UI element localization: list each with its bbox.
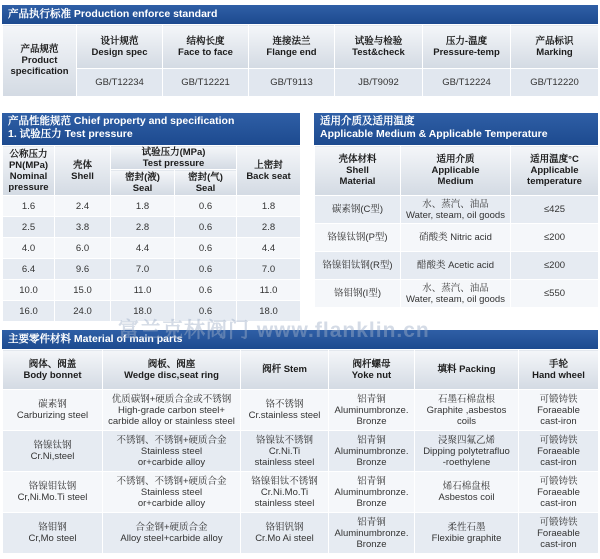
cell-line: Foraeable: [537, 445, 580, 457]
cell-line: 阀板、阀座: [147, 358, 196, 370]
medium-value-cell: [401, 280, 511, 308]
cell-line: Shell: [71, 170, 94, 182]
cell-line: ≤200: [543, 260, 566, 271]
material-value-cell: [329, 513, 415, 554]
cell-line: 填料 Packing: [437, 364, 496, 375]
cell-line: 铬钼钢: [38, 522, 67, 533]
material-value-cell: [415, 431, 519, 472]
cell-line: Marking: [536, 46, 573, 58]
cell-line: 适用介质: [436, 154, 475, 165]
pressure-value-cell: 0.6: [175, 196, 237, 217]
cell-line: or+carbide alloy: [137, 456, 206, 468]
material-value-cell: [3, 390, 103, 431]
cell-line: Cr.Ni.Mo.Ti: [260, 486, 309, 498]
cell-line: or+carbide alloy: [137, 497, 206, 509]
production-header-cell: [511, 25, 599, 69]
production-value-cell: GB/T12234: [77, 69, 163, 97]
production-standard-heading: 产品执行标准 Production enforce standard: [2, 5, 598, 24]
production-header-cell: [77, 25, 163, 69]
cell-line: Pressure-temp: [433, 46, 500, 58]
production-value-cell: JB/T9092: [335, 69, 423, 97]
cell-line: 密封(气): [188, 171, 223, 183]
material-value-cell: [103, 472, 241, 513]
cell-line: 铝青铜: [357, 393, 386, 405]
cell-line: 上密封: [254, 159, 283, 171]
pressure-value-cell: 11.0: [237, 280, 301, 301]
cell-line: cast-iron: [540, 415, 577, 427]
cell-line: Cr.stainless steel: [248, 410, 321, 421]
cell-line: Applicable: [530, 165, 579, 176]
cell-line: Cr,Ni.Mo.Ti steel: [17, 492, 88, 503]
production-value-cell: GB/T9113: [249, 69, 335, 97]
cell-line: ≤550: [543, 288, 566, 299]
production-value-cell: GB/T12224: [423, 69, 511, 97]
shell-header: [55, 146, 111, 196]
table-row: [315, 252, 599, 280]
cell-line: Aluminumbronze.: [334, 445, 409, 457]
pressure-value-cell: 11.0: [111, 280, 175, 301]
cell-line: 试验压力(MPa): [141, 146, 206, 158]
material-value-cell: [415, 513, 519, 554]
cell-line: 柔性石墨: [447, 522, 486, 533]
pressure-value-cell: 7.0: [237, 259, 301, 280]
table-row: [3, 238, 301, 259]
table-row: [315, 224, 599, 252]
cell-line: 设计规范: [100, 35, 139, 47]
material-value-cell: [519, 431, 599, 472]
cell-line: 合金钢+硬质合金: [135, 522, 208, 533]
material-value-cell: [241, 472, 329, 513]
pressure-value-cell: 10.0: [3, 280, 55, 301]
pressure-value-cell: 18.0: [111, 301, 175, 322]
nominal-pressure-header: [3, 146, 55, 196]
cell-line: carbide alloy or stainless steel: [108, 415, 235, 427]
cell-line: 水、蒸汽、油品: [422, 282, 489, 294]
production-value-cell: GB/T12220: [511, 69, 599, 97]
cell-line: -roethylene: [442, 456, 491, 468]
cell-line: temperature: [527, 176, 582, 187]
cell-line: Cr.Ni.Ti: [268, 445, 301, 457]
material-header-cell: [103, 350, 241, 390]
medium-value-cell: [315, 196, 401, 224]
cell-line: 铬不锈钢: [265, 399, 304, 410]
pressure-value-cell: 6.0: [55, 238, 111, 259]
pressure-value-cell: 4.4: [111, 238, 175, 259]
pressure-value-cell: 6.4: [3, 259, 55, 280]
cell-line: 石墨石棉盘根: [437, 393, 495, 405]
seal-gas-header: [175, 170, 237, 196]
cell-line: Bronze: [356, 497, 387, 509]
table-row: [3, 196, 301, 217]
cell-line: Product: [21, 55, 58, 66]
cell-line: Medium: [437, 176, 474, 187]
cell-line: Seal: [195, 182, 216, 194]
cell-line: Face to face: [178, 46, 233, 58]
cell-line: Graphite ,asbestos: [426, 404, 507, 416]
cell-line: 铝青铜: [357, 434, 386, 446]
cell-line: 醋酸类 Acetic acid: [416, 260, 495, 271]
production-value-cell: GB/T12221: [163, 69, 249, 97]
material-value-cell: [519, 390, 599, 431]
cell-line: 手轮: [548, 358, 568, 370]
material-value-cell: [103, 513, 241, 554]
cell-line: 硝酸类 Nitric acid: [419, 232, 492, 243]
pressure-value-cell: 4.0: [3, 238, 55, 259]
medium-value-cell: [401, 196, 511, 224]
test-pressure-header: [111, 146, 237, 170]
table-row: [3, 280, 301, 301]
table-row: [315, 280, 599, 308]
cell-line: 铝青铜: [357, 475, 386, 487]
medium-value-cell: [511, 280, 599, 308]
material-value-cell: [241, 390, 329, 431]
cell-line: 阀杆 Stem: [262, 364, 307, 375]
cell-line: 烯石棉盘根: [442, 481, 491, 492]
cell-line: 公称压力: [9, 148, 48, 160]
watermark: 富兰克林阀门 www.flanklin.cn: [118, 319, 430, 342]
cell-line: 铬镍钼钛不锈钢: [251, 475, 318, 487]
cell-line: 不锈钢、不锈钢+硬质合金: [116, 475, 227, 487]
cell-line: 铬镍钼钛钢: [28, 481, 77, 492]
cell-line: Aluminumbronze.: [334, 486, 409, 498]
applicable-medium-heading: [314, 113, 598, 145]
pressure-value-cell: 18.0: [237, 301, 301, 322]
cell-line: Hand wheel: [532, 369, 585, 381]
medium-value-cell: [511, 224, 599, 252]
cell-line: 适用温度°C: [530, 154, 579, 165]
cell-line: pressure: [8, 181, 49, 193]
pressure-value-cell: 3.8: [55, 217, 111, 238]
cell-line: Material: [339, 176, 376, 187]
pressure-value-cell: 2.5: [3, 217, 55, 238]
cell-line: Cr,Mo steel: [28, 533, 77, 544]
cell-line: 可锻铸铁: [539, 516, 578, 528]
cell-line: Back seat: [246, 170, 291, 182]
cell-line: Stainless steel: [140, 445, 203, 457]
cell-line: 可锻铸铁: [539, 475, 578, 487]
applicable-medium-table: [314, 145, 599, 308]
table-row: [3, 513, 599, 554]
cell-line: Water, steam, oil goods: [406, 293, 505, 305]
medium-header-cell: [401, 146, 511, 196]
cell-line: Foraeable: [537, 486, 580, 498]
material-value-cell: [3, 431, 103, 472]
cell-line: Yoke nut: [351, 369, 392, 381]
cell-line: 壳体材料: [338, 154, 377, 165]
production-header-cell: [335, 25, 423, 69]
material-value-cell: [103, 431, 241, 472]
material-value-cell: [519, 513, 599, 554]
cell-line: Test&check: [352, 46, 405, 58]
cell-line: Test pressure: [142, 157, 205, 169]
material-header-cell: [329, 350, 415, 390]
cell-line: Applicable: [431, 165, 480, 176]
medium-value-cell: [315, 224, 401, 252]
test-pressure-subheading: 1. 试验压力 Test pressure: [8, 128, 133, 140]
cell-line: Flexibie graphite: [431, 533, 502, 544]
table-row: [3, 431, 599, 472]
cell-line: 试验与检验: [354, 35, 403, 47]
back-seat-header: [237, 146, 301, 196]
medium-header-cell: [315, 146, 401, 196]
medium-header-cell: [511, 146, 599, 196]
material-value-cell: [3, 472, 103, 513]
cell-line: 可锻铸铁: [539, 434, 578, 446]
material-value-cell: [241, 431, 329, 472]
cell-line: 可锻铸铁: [539, 393, 578, 405]
cell-line: Asbestos coil: [438, 492, 495, 503]
material-heading: 主要零件材料 Material of main parts: [2, 330, 598, 349]
pressure-value-cell: 1.8: [237, 196, 301, 217]
cell-line: 水、蒸汽、油品: [422, 198, 489, 210]
material-value-cell: [415, 472, 519, 513]
pressure-value-cell: 0.6: [175, 238, 237, 259]
pressure-value-cell: 0.6: [175, 217, 237, 238]
pressure-value-cell: 0.6: [175, 259, 237, 280]
cell-line: stainless steel: [254, 456, 315, 468]
pressure-value-cell: 1.6: [3, 196, 55, 217]
cell-line: Flange end: [266, 46, 317, 58]
cell-line: Shell: [346, 165, 369, 176]
cell-line: 产品标识: [535, 35, 574, 47]
pressure-value-cell: 2.8: [111, 217, 175, 238]
cell-line: 连接法兰: [272, 35, 311, 47]
cell-line: 铬镍钼钛钢(R型): [322, 260, 393, 271]
chief-heading-text: 产品性能规范 Chief property and specification: [8, 115, 235, 127]
medium-value-cell: [315, 280, 401, 308]
cell-line: Body bonnet: [23, 369, 82, 381]
cell-line: High-grade carbon steel+: [118, 404, 225, 416]
cell-line: Cr.Mo Ai steel: [255, 533, 314, 544]
material-value-cell: [415, 390, 519, 431]
medium-value-cell: [401, 252, 511, 280]
cell-line: 碳素钢(C型): [331, 204, 384, 215]
cell-line: 铬镍钛钢: [33, 440, 72, 451]
cell-line: 阀杆螺母: [352, 358, 391, 370]
cell-line: Foraeable: [537, 527, 580, 539]
material-value-cell: [103, 390, 241, 431]
cell-line: 铬镍钛不锈钢: [255, 434, 313, 446]
material-value-cell: [329, 431, 415, 472]
production-header-cell: [423, 25, 511, 69]
material-value-cell: [329, 390, 415, 431]
cell-line: 浸聚四氟乙烯: [437, 434, 495, 446]
cell-line: PN(MPa): [8, 159, 49, 171]
cell-line: coils: [456, 415, 476, 427]
production-header-cell: [249, 25, 335, 69]
material-value-cell: [329, 472, 415, 513]
cell-line: 不锈钢、不锈钢+硬质合金: [116, 434, 227, 446]
table-row: [3, 390, 599, 431]
cell-line: Carburizing steel: [16, 410, 89, 421]
medium-heading-cn: 适用介质及适用温度: [320, 115, 415, 127]
cell-line: ≤425: [543, 204, 566, 215]
medium-heading-en: Applicable Medium & Applicable Temperature: [320, 128, 548, 140]
pressure-value-cell: 15.0: [55, 280, 111, 301]
medium-value-cell: [511, 252, 599, 280]
material-header-cell: [415, 350, 519, 390]
cell-line: Stainless steel: [140, 486, 203, 498]
cell-line: 铬钼钢(I型): [334, 288, 381, 299]
cell-line: Bronze: [356, 456, 387, 468]
pressure-value-cell: 0.6: [175, 301, 237, 322]
cell-line: Seal: [132, 182, 153, 194]
cell-line: cast-iron: [540, 538, 577, 550]
pressure-value-cell: 2.4: [55, 196, 111, 217]
cell-line: Wedge disc,seat ring: [124, 369, 219, 381]
test-pressure-table: [2, 145, 301, 322]
chief-property-heading: [2, 113, 300, 145]
production-header-cell: [3, 25, 77, 97]
cell-line: Foraeable: [537, 404, 580, 416]
cell-line: Design spec: [91, 46, 148, 58]
material-header-cell: [241, 350, 329, 390]
cell-line: Bronze: [356, 538, 387, 550]
pressure-value-cell: 2.8: [237, 217, 301, 238]
cell-line: 铝青铜: [357, 516, 386, 528]
cell-line: Alloy steel+carbide alloy: [120, 533, 223, 544]
cell-line: 铬钼钒钢: [265, 522, 304, 533]
cell-line: Aluminumbronze.: [334, 527, 409, 539]
cell-line: 压力-温度: [445, 35, 488, 47]
cell-line: 阀体、阀盖: [28, 358, 77, 370]
medium-value-cell: [401, 224, 511, 252]
cell-line: Bronze: [356, 415, 387, 427]
cell-line: 铬镍钛钢(P型): [327, 232, 388, 243]
pressure-value-cell: 4.4: [237, 238, 301, 259]
table-row: [315, 196, 599, 224]
cell-line: stainless steel: [254, 497, 315, 509]
table-row: [3, 472, 599, 513]
pressure-value-cell: 0.6: [175, 280, 237, 301]
table-row: [3, 217, 301, 238]
material-value-cell: [241, 513, 329, 554]
cell-line: 产品规范: [20, 44, 59, 55]
cell-line: cast-iron: [540, 497, 577, 509]
medium-value-cell: [511, 196, 599, 224]
production-standard-table: [2, 24, 599, 97]
material-value-cell: [3, 513, 103, 554]
cell-line: Cr.Ni,steel: [30, 451, 75, 462]
medium-value-cell: [315, 252, 401, 280]
seal-liquid-header: [111, 170, 175, 196]
table-row: [3, 259, 301, 280]
cell-line: cast-iron: [540, 456, 577, 468]
pressure-value-cell: 9.6: [55, 259, 111, 280]
material-header-cell: [3, 350, 103, 390]
production-header-cell: [163, 25, 249, 69]
cell-line: specification: [10, 66, 69, 77]
pressure-value-cell: 16.0: [3, 301, 55, 322]
cell-line: 壳体: [72, 159, 92, 171]
cell-line: ≤200: [543, 232, 566, 243]
cell-line: 碳素钢: [38, 399, 67, 410]
material-value-cell: [519, 472, 599, 513]
cell-line: 优质碳钢+硬质合金或不锈钢: [111, 393, 232, 405]
cell-line: Dipping polytetrafluo: [423, 445, 510, 457]
cell-line: Aluminumbronze.: [334, 404, 409, 416]
pressure-value-cell: 1.8: [111, 196, 175, 217]
material-header-cell: [519, 350, 599, 390]
pressure-value-cell: 7.0: [111, 259, 175, 280]
cell-line: 结构长度: [186, 35, 225, 47]
cell-line: Water, steam, oil goods: [406, 209, 505, 221]
cell-line: 密封(液): [125, 171, 160, 183]
pressure-value-cell: 24.0: [55, 301, 111, 322]
cell-line: Nominal: [9, 170, 48, 182]
material-table: [2, 349, 599, 554]
